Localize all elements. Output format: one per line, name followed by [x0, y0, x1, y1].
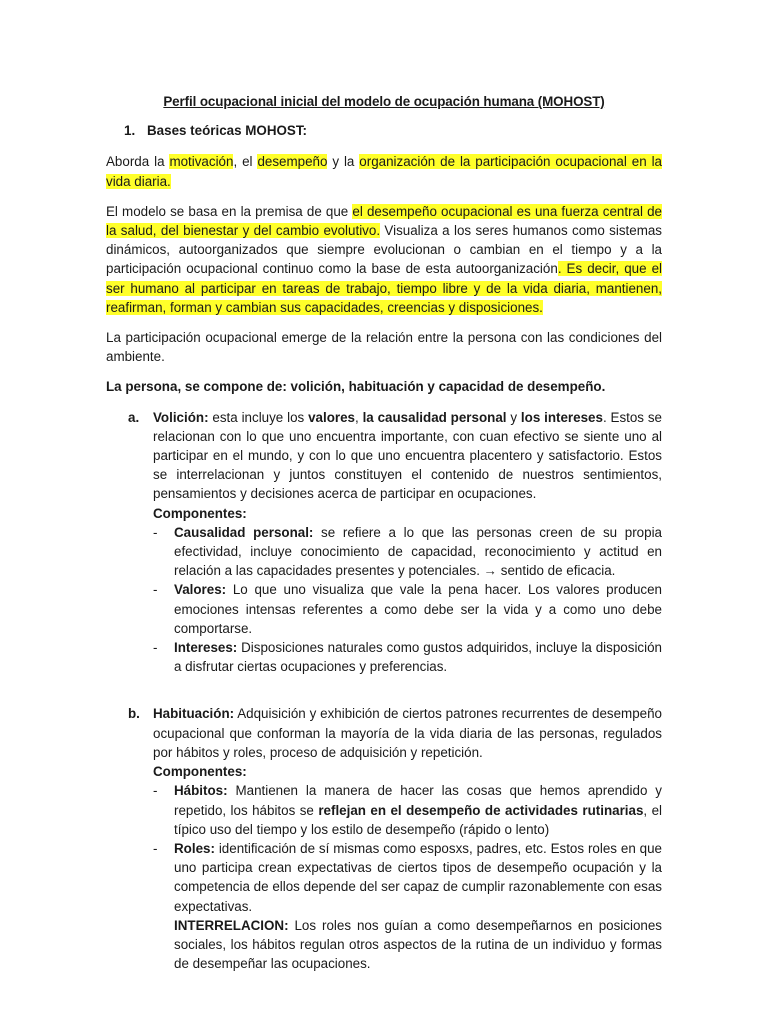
paragraph-persona: La persona, se compone de: volición, habituación y capacidad de desempeño.	[106, 379, 606, 395]
volicion-text	[153, 408, 662, 504]
text: Los roles nos guían a como desempeñarnos en posiciones sociales, los hábitos regulan otros aspectos de la rutina de un individuo y formas de desempeñar las ocupaciones.	[174, 917, 662, 972]
term: los intereses	[520, 409, 603, 425]
text: , el típico uso del tiempo y los estilo de desempeño (rápido o lento)	[174, 802, 662, 837]
highlight-premise: el desempeño ocupacional es una fuerza central de la salud, del bienestar y del cambio evolutivo.	[106, 203, 662, 239]
term: INTERRELACION:	[174, 917, 289, 933]
dash-bullet: -	[153, 582, 158, 598]
item-volicion	[106, 408, 662, 677]
list-item-habitos	[153, 781, 662, 839]
list-item-causalidad	[153, 523, 662, 581]
list-item-valores	[153, 580, 662, 638]
text: Disposiciones naturales como gustos adquiridos, incluye la disposición a disfrutar ciertas ocupaciones y preferencias.	[174, 640, 662, 675]
text: , el	[233, 154, 258, 170]
list-item-roles	[153, 839, 662, 973]
document-title: Perfil ocupacional inicial del modelo de ocupación humana (MOHOST)	[163, 94, 605, 109]
highlight-desempeno: desempeño	[257, 154, 328, 170]
dash-bullet: -	[153, 783, 158, 799]
term: Intereses:	[174, 640, 238, 656]
components-label: Componentes:	[153, 764, 247, 780]
section-label: Bases teóricas MOHOST:	[147, 123, 308, 139]
item-habituacion	[106, 704, 662, 973]
paragraph-premise	[106, 202, 662, 317]
spacer	[106, 688, 662, 704]
term: la causalidad personal	[362, 409, 507, 425]
term: reflejan en el desempeño de actividades rutinarias	[318, 802, 644, 818]
term: Valores:	[174, 582, 227, 598]
paragraph-participation: La participación ocupacional emerge de la relación entre la persona con las condiciones del ambiente.	[106, 330, 662, 365]
dash-bullet: -	[153, 840, 158, 856]
term: Hábitos:	[174, 783, 228, 799]
text: Lo que uno visualiza que vale la pena hacer. Los valores producen emociones intensas referentes a como debe ser la vida y a como uno debe comportarse.	[174, 582, 662, 636]
text: y la	[327, 154, 360, 170]
term: valores	[308, 409, 355, 425]
section-heading-bases	[106, 121, 662, 140]
dash-bullet: -	[153, 524, 158, 540]
list-marker: a.	[128, 409, 140, 425]
text: esta incluye los	[208, 409, 309, 425]
highlight-es-decir: . Es decir, que el ser humano al participar en tareas de trabajo, tiempo libre y de la vida diaria, mantienen, reafirman, forman y cambian sus capacidades, creencias y disposiciones.	[106, 261, 662, 315]
text: Adquisición y exhibición de ciertos patrones recurrentes de desempeño ocupacional que conforman la mayoría de la vida diaria de las personas, regulados por hábitos y roles, proceso de adquisición y repetición.	[153, 706, 662, 760]
list-marker: b.	[128, 706, 140, 722]
dash-bullet: -	[153, 640, 158, 656]
text: ,	[355, 409, 363, 425]
highlight-organizacion: organización de la participación ocupacional en la vida diaria.	[106, 154, 663, 189]
components-label: Componentes:	[153, 505, 247, 521]
text: . Estos se relacionan con lo que uno encuentra importante, con cuan efectivo se siente uno al participar en el mundo, y con lo que uno encuentra placentero y satisfactorio. Estos se interrelacionan y juntos constituyen el contenido de nuestros sentimientos, pensamientos y decisiones acerca de participar en ocupaciones.	[153, 409, 663, 502]
text: Aborda la	[106, 154, 170, 170]
text: y	[506, 409, 521, 425]
highlight-motivacion: motivación	[169, 154, 234, 170]
section-number: 1.	[124, 123, 136, 139]
text: El modelo se basa en la premisa de que	[106, 203, 353, 219]
text: se refiere a lo que las personas creen de su propia efectividad, incluye conocimiento de capacidad, reconocimiento y actitud en relación a las capacidades presentes y potenciales. → sentido de eficacia.	[174, 524, 662, 579]
text: identificación de sí mismas como esposxs, padres, etc. Estos roles en que uno participa crean expectativas de ciertos tipos de desempeño ocupación y la competencia de ellos depende del ser capaz de cumplir razonablemente con esas expectativas.	[174, 840, 662, 914]
habituacion-text	[153, 704, 662, 762]
text: Mantienen la manera de hacer las cosas que hemos aprendido y repetido, los hábitos se	[174, 783, 662, 818]
term: Roles:	[174, 840, 215, 856]
list-item-intereses	[153, 638, 662, 676]
term: Habituación:	[153, 706, 235, 722]
paragraph-motivation	[106, 152, 662, 190]
text: Visualiza a los seres humanos como sistemas dinámicos, autoorganizados que siempre evolucionan o cambian en el tiempo y a la participación ocupacional continuo como la base de esta autoorganización	[106, 223, 662, 277]
term: Volición:	[153, 409, 209, 425]
term: Causalidad personal:	[174, 524, 314, 540]
